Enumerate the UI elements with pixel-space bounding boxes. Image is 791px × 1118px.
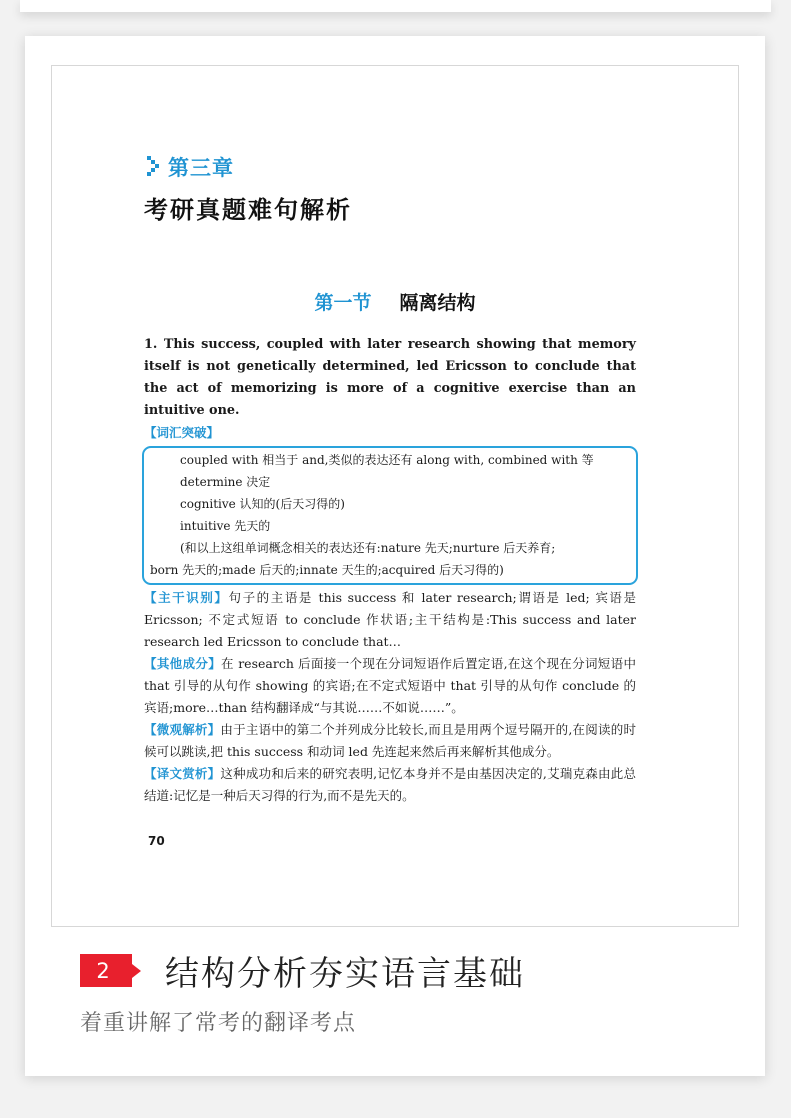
example-sentence: 1. This success, coupled with later research showing that memory itself is not genetically determined, led Ericsson to conclude that the act of memorizing is more of a cognitive exercise than an intuitive one.: [144, 337, 636, 418]
analysis-text: 由于主语中的第二个并列成分比较长,而且是用两个逗号隔开的,在阅读的时候可以跳读,把 this success 和动词 led 先连起来然后再来解析其他成分。: [144, 722, 636, 759]
previous-card-edge: [20, 0, 771, 12]
analysis-text: 在 research 后面接一个现在分词短语作后置定语,在这个现在分词短语中 that 引导的从句作 showing 的宾语;在不定式短语中 that 引导的从句作 conclude 的宾语;more…than 结构翻译成“与其说……不如说……”。: [144, 656, 636, 715]
analysis-tag: 【译文赏析】: [144, 766, 221, 781]
analysis-tag: 【其他成分】: [144, 656, 222, 671]
section-name: 隔离结构: [399, 292, 476, 314]
analysis-paragraph: [144, 587, 636, 653]
analysis-tag: 【主干识别】: [144, 590, 229, 605]
chapter-label: 第三章: [168, 156, 234, 180]
vocab-tag: 【词汇突破】: [144, 425, 220, 440]
analysis-text: 句子的主语是 this success 和 later research;谓语是 led; 宾语是 Ericsson; 不定式短语 to conclude 作状语;主干结构是:This success and later research led Ericsson to conclude that…: [144, 590, 636, 649]
feature-number-badge: [80, 954, 132, 987]
page-number: 70: [148, 834, 165, 848]
analysis-paragraph: [144, 719, 636, 763]
vocab-line: coupled with 相当于 and,类似的表达还有 along with, combined with 等: [180, 453, 594, 467]
analysis-paragraph: [144, 763, 636, 807]
book-page-preview: [51, 65, 739, 927]
vocab-line: born 先天的;made 后天的;innate 天生的;acquired 后天习得的): [150, 563, 504, 577]
feature-heading: [80, 946, 525, 995]
section-heading: [52, 288, 738, 315]
product-detail-card: [25, 36, 765, 1076]
feature-number: 2: [96, 958, 110, 983]
page-content: [144, 334, 636, 807]
analysis-tag: 【微观解析】: [144, 722, 221, 737]
vocab-line: cognitive 认知的(后天习得的): [180, 497, 345, 511]
chapter-heading: [144, 152, 234, 182]
vocab-line: intuitive 先天的: [180, 519, 271, 533]
feature-subtitle: 着重讲解了常考的翻译考点: [80, 1011, 357, 1036]
analysis-paragraph: [144, 653, 636, 719]
feature-title: 结构分析夯实语言基础: [165, 954, 525, 994]
chevron-right-icon: [144, 153, 166, 181]
badge-arrow-icon: [132, 964, 141, 978]
analysis-text: 这种成功和后来的研究表明,记忆本身并不是由基因决定的,艾瑞克森由此总结道:记忆是一种后天习得的行为,而不是先天的。: [144, 766, 636, 803]
vocab-box: [142, 446, 638, 585]
section-number: 第一节: [314, 292, 372, 314]
vocab-line: (和以上这组单词概念相关的表达还有:nature 先天;nurture 后天养育;: [180, 541, 556, 555]
vocab-line: determine 决定: [180, 475, 271, 489]
chapter-title: 考研真题难句解析: [144, 196, 352, 224]
